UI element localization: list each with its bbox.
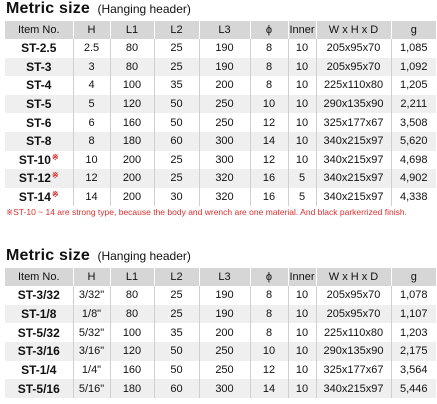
cell-inner: 10 [288, 76, 316, 95]
strong-type-note: ※ST-10 ~ 14 are strong type, because the body and wrench are one material. And black parkerrized finish. [6, 207, 407, 217]
table-header-row [5, 21, 436, 39]
cell-l1: 80 [110, 39, 154, 58]
cell-phi: 8 [250, 323, 288, 342]
cell-l1: 80 [110, 58, 154, 77]
cell-h: 3 [73, 58, 110, 77]
cell-item-no [5, 169, 73, 188]
cell-h: 3/16" [73, 342, 110, 361]
cell-l3: 320 [199, 169, 250, 188]
cell-h: 1/8" [73, 305, 110, 324]
cell-h: 6 [73, 113, 110, 132]
header-whd: W x H x D [316, 21, 391, 39]
cell-weight: 2,175 [391, 342, 436, 361]
cell-l2: 30 [154, 188, 199, 207]
header-item-no: Item No. [5, 21, 73, 39]
cell-whd: 205x95x70 [316, 39, 391, 58]
cell-whd: 340x215x97 [316, 151, 391, 170]
cell-l3: 190 [199, 58, 250, 77]
cell-whd: 325x177x67 [316, 361, 391, 380]
header-l1: L1 [110, 21, 154, 39]
header-l2: L2 [154, 268, 199, 286]
cell-item-no [5, 39, 73, 58]
cell-weight: 3,564 [391, 361, 436, 380]
table-row [5, 95, 436, 114]
table-header-row [5, 268, 436, 286]
cell-inner: 5 [288, 169, 316, 188]
cell-weight: 1,203 [391, 323, 436, 342]
item-no-text: ST-5 [26, 97, 52, 112]
cell-inner: 10 [288, 323, 316, 342]
cell-whd: 205x95x70 [316, 305, 391, 324]
section1-title-sub: (Hanging header) [97, 2, 191, 16]
item-no-text: ST-2.5 [21, 41, 57, 56]
cell-l1: 180 [110, 132, 154, 151]
cell-l1: 200 [110, 169, 154, 188]
metric-size-table [5, 21, 436, 206]
cell-h: 4 [73, 76, 110, 95]
cell-l2: 60 [154, 132, 199, 151]
cell-inner: 10 [288, 342, 316, 361]
section1-title [6, 0, 191, 18]
cell-weight: 5,620 [391, 132, 436, 151]
cell-l1: 100 [110, 76, 154, 95]
cell-l2: 25 [154, 58, 199, 77]
cell-item-no [5, 188, 73, 207]
cell-inner: 10 [288, 95, 316, 114]
cell-l3: 300 [199, 151, 250, 170]
header-inner: Inner [288, 268, 316, 286]
cell-whd: 290x135x90 [316, 95, 391, 114]
header-h: H [73, 21, 110, 39]
cell-l2: 25 [154, 169, 199, 188]
cell-item-no [5, 286, 73, 305]
cell-l2: 50 [154, 342, 199, 361]
strong-type-mark: ※ [51, 190, 59, 200]
item-no-text: ST-10 [18, 152, 51, 167]
cell-whd: 325x177x67 [316, 113, 391, 132]
item-no-text: ST-3 [26, 59, 52, 74]
item-no-text: ST-3/16 [17, 344, 60, 359]
cell-item-no [5, 95, 73, 114]
cell-inner: 10 [288, 286, 316, 305]
cell-inner: 10 [288, 379, 316, 398]
header-l2: L2 [154, 21, 199, 39]
cell-l3: 190 [199, 39, 250, 58]
item-no-text: ST-5/16 [17, 381, 60, 396]
cell-l2: 25 [154, 286, 199, 305]
section2-title-main: Metric size [6, 247, 91, 264]
item-no-text: ST-1/8 [21, 307, 57, 322]
cell-l2: 25 [154, 151, 199, 170]
cell-phi: 14 [250, 379, 288, 398]
cell-weight: 1,107 [391, 305, 436, 324]
cell-l1: 120 [110, 95, 154, 114]
item-no-text: ST-5/32 [17, 325, 60, 340]
table-row [5, 113, 436, 132]
section2-title-sub: (Hanging header) [97, 249, 191, 263]
cell-item-no [5, 113, 73, 132]
header-l1: L1 [110, 268, 154, 286]
cell-l3: 200 [199, 323, 250, 342]
cell-phi: 14 [250, 132, 288, 151]
cell-whd: 225x110x80 [316, 76, 391, 95]
cell-l3: 250 [199, 342, 250, 361]
cell-phi: 12 [250, 151, 288, 170]
header-h: H [73, 268, 110, 286]
cell-l3: 250 [199, 361, 250, 380]
cell-phi: 16 [250, 188, 288, 207]
cell-inner: 10 [288, 113, 316, 132]
header-whd: W x H x D [316, 268, 391, 286]
header-phi: ϕ [250, 21, 288, 39]
cell-phi: 8 [250, 305, 288, 324]
strong-type-mark: ※ [51, 171, 59, 181]
item-no-text: ST-8 [26, 134, 52, 149]
cell-weight: 1,205 [391, 76, 436, 95]
cell-weight: 4,698 [391, 151, 436, 170]
cell-weight: 1,085 [391, 39, 436, 58]
cell-whd: 205x95x70 [316, 58, 391, 77]
cell-phi: 10 [250, 342, 288, 361]
cell-whd: 340x215x97 [316, 132, 391, 151]
cell-h: 1/4" [73, 361, 110, 380]
cell-l2: 25 [154, 305, 199, 324]
cell-l3: 190 [199, 286, 250, 305]
cell-inner: 10 [288, 132, 316, 151]
table-row [5, 379, 436, 398]
item-no-text: ST-3/32 [17, 288, 60, 303]
table-row [5, 132, 436, 151]
item-no-text: ST-14 [18, 190, 51, 205]
cell-whd: 290x135x90 [316, 342, 391, 361]
cell-l3: 320 [199, 188, 250, 207]
cell-l2: 25 [154, 39, 199, 58]
cell-weight: 3,508 [391, 113, 436, 132]
cell-inner: 5 [288, 188, 316, 207]
table-row [5, 342, 436, 361]
cell-l3: 200 [199, 76, 250, 95]
cell-phi: 8 [250, 39, 288, 58]
cell-weight: 4,902 [391, 169, 436, 188]
cell-phi: 12 [250, 113, 288, 132]
cell-h: 10 [73, 151, 110, 170]
cell-l3: 250 [199, 95, 250, 114]
strong-type-mark: ※ [51, 152, 59, 162]
cell-inner: 10 [288, 39, 316, 58]
cell-item-no [5, 361, 73, 380]
cell-weight: 1,092 [391, 58, 436, 77]
cell-h: 8 [73, 132, 110, 151]
cell-phi: 16 [250, 169, 288, 188]
cell-weight: 2,211 [391, 95, 436, 114]
cell-l1: 200 [110, 188, 154, 207]
table-row [5, 169, 436, 188]
cell-whd: 340x215x97 [316, 379, 391, 398]
cell-h: 5 [73, 95, 110, 114]
cell-h: 2.5 [73, 39, 110, 58]
table-row [5, 188, 436, 207]
header-g: g [391, 21, 436, 39]
table-row [5, 58, 436, 77]
cell-h: 12 [73, 169, 110, 188]
cell-inner: 10 [288, 305, 316, 324]
cell-whd: 340x215x97 [316, 169, 391, 188]
cell-item-no [5, 305, 73, 324]
cell-inner: 10 [288, 58, 316, 77]
cell-l3: 300 [199, 379, 250, 398]
cell-h: 5/32" [73, 323, 110, 342]
table-row [5, 323, 436, 342]
cell-inner: 10 [288, 361, 316, 380]
cell-phi: 8 [250, 76, 288, 95]
item-no-text: ST-1/4 [21, 363, 57, 378]
cell-item-no [5, 379, 73, 398]
cell-l3: 300 [199, 132, 250, 151]
cell-whd: 205x95x70 [316, 286, 391, 305]
cell-l1: 80 [110, 305, 154, 324]
cell-weight: 5,446 [391, 379, 436, 398]
cell-phi: 8 [250, 286, 288, 305]
cell-phi: 8 [250, 58, 288, 77]
section2-title [6, 247, 191, 265]
header-l3: L3 [199, 268, 250, 286]
cell-l1: 160 [110, 361, 154, 380]
cell-item-no [5, 323, 73, 342]
cell-item-no [5, 58, 73, 77]
cell-phi: 10 [250, 95, 288, 114]
cell-item-no [5, 76, 73, 95]
header-l3: L3 [199, 21, 250, 39]
cell-l1: 160 [110, 113, 154, 132]
cell-weight: 4,338 [391, 188, 436, 207]
cell-weight: 1,078 [391, 286, 436, 305]
cell-h: 5/16" [73, 379, 110, 398]
cell-l2: 35 [154, 323, 199, 342]
table-row [5, 361, 436, 380]
inch-size-table [5, 268, 436, 398]
cell-item-no [5, 342, 73, 361]
table-row [5, 286, 436, 305]
cell-l2: 50 [154, 95, 199, 114]
cell-l1: 200 [110, 151, 154, 170]
cell-l1: 100 [110, 323, 154, 342]
cell-l2: 35 [154, 76, 199, 95]
cell-inner: 10 [288, 151, 316, 170]
cell-l2: 60 [154, 379, 199, 398]
table-row [5, 151, 436, 170]
header-phi: ϕ [250, 268, 288, 286]
cell-h: 3/32" [73, 286, 110, 305]
item-no-text: ST-4 [26, 78, 52, 93]
header-inner: Inner [288, 21, 316, 39]
cell-l2: 50 [154, 113, 199, 132]
cell-whd: 340x215x97 [316, 188, 391, 207]
header-g: g [391, 268, 436, 286]
cell-l1: 180 [110, 379, 154, 398]
cell-l1: 120 [110, 342, 154, 361]
cell-l1: 80 [110, 286, 154, 305]
cell-l2: 50 [154, 361, 199, 380]
table-row [5, 76, 436, 95]
section1-title-main: Metric size [6, 0, 91, 17]
cell-h: 14 [73, 188, 110, 207]
cell-item-no [5, 132, 73, 151]
cell-whd: 225x110x80 [316, 323, 391, 342]
cell-phi: 12 [250, 361, 288, 380]
table-row [5, 39, 436, 58]
item-no-text: ST-12 [18, 171, 51, 186]
cell-l3: 250 [199, 113, 250, 132]
cell-l3: 190 [199, 305, 250, 324]
item-no-text: ST-6 [26, 115, 52, 130]
header-item-no: Item No. [5, 268, 73, 286]
table-row [5, 305, 436, 324]
cell-item-no [5, 151, 73, 170]
